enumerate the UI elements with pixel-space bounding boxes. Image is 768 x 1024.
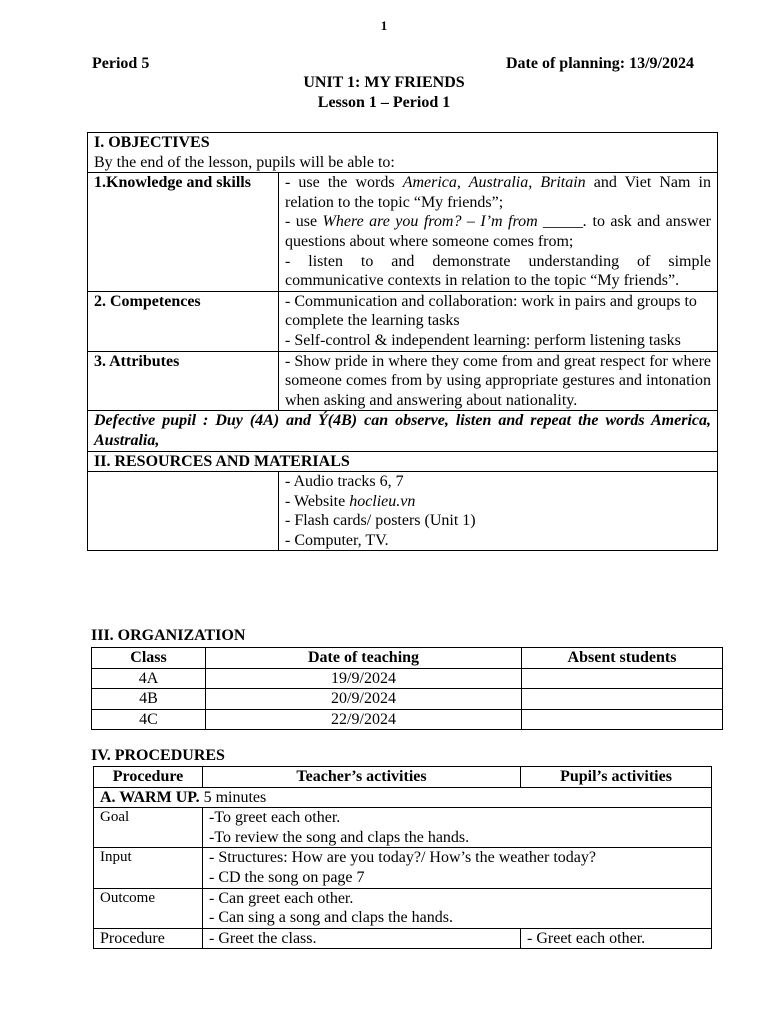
col-procedure: Procedure [94,767,203,788]
class-cell: 4A [92,668,206,689]
words-italic: America, Australia, Britain [402,174,586,192]
date-cell: 22/9/2024 [206,709,522,730]
defective-pupil-row [88,411,718,451]
resource-item [285,492,711,512]
class-cell: 4C [92,709,206,730]
procedures-heading: IV. PROCEDURES [91,747,225,764]
absent-cell [522,689,723,710]
resources-heading: II. RESOURCES AND MATERIALS [88,451,718,472]
knowledge-line-3: - listen to and demonstrate understanding of simple communicative contexts in relation to the topic “My friends”. [285,252,711,290]
outcome-row [94,888,712,928]
objectives-heading-row [88,133,718,173]
warmup-title [94,787,712,808]
resources-heading-row [88,451,718,472]
date-cell: 20/9/2024 [206,689,522,710]
text: - Website [285,492,350,510]
date-cell: 19/9/2024 [206,668,522,689]
resources-empty-cell [88,472,279,551]
attributes-row [88,351,718,411]
table-row [92,709,723,730]
objectives-intro: By the end of the lesson, pupils will be able to: [94,153,395,171]
competences-content [279,291,718,351]
warmup-row [94,787,712,808]
knowledge-line-1 [285,173,711,212]
goal-row [94,808,712,848]
text: and Viet Nam in relation to the topic “My friends”; [285,174,712,211]
input-row [94,848,712,888]
outcome-line: - Can greet each other. [209,889,354,907]
input-content [203,848,712,888]
col-class: Class [92,648,206,669]
text: - use [285,213,323,231]
competences-label: 2. Competences [88,291,279,351]
attributes-content: - Show pride in where they come from and great respect for where someone comes from by using appropriate gestures and intonation when asking and answering about nationality. [279,351,718,411]
objectives-table [87,132,718,551]
goal-line: -To greet each other. [209,809,341,827]
competences-line-1: - Communication and collaboration: work in pairs and groups to complete the learning tasks [285,292,697,330]
input-label: Input [94,848,203,888]
period-label: Period 5 [92,55,150,72]
table-row [92,689,723,710]
unit-title: UNIT 1: MY FRIENDS [303,74,465,91]
date-of-planning: Date of planning: 13/9/2024 [505,55,694,72]
goal-line: -To review the song and claps the hands. [209,828,470,846]
page-number: 1 [380,18,388,33]
resource-item: - Computer, TV. [285,531,389,549]
outcome-label: Outcome [94,888,203,928]
knowledge-line-2 [285,212,711,251]
attributes-label: 3. Attributes [88,351,279,411]
text: - use the words [285,174,403,192]
absent-cell [522,668,723,689]
procedure-row [94,928,712,949]
outcome-line: - Can sing a song and claps the hands. [209,909,453,927]
organization-heading: III. ORGANIZATION [91,627,246,644]
outcome-content [203,888,712,928]
structure-italic: Where are you from? – I’m from _____. [322,213,588,231]
procedure-label: Procedure [94,928,203,949]
competences-row [88,291,718,351]
organization-table [91,647,723,730]
col-teacher-activities: Teacher’s activities [203,767,521,788]
resources-content [279,472,718,551]
warmup-time: 5 minutes [199,788,267,806]
knowledge-content [279,173,718,292]
col-absent-students: Absent students [522,648,723,669]
resource-item: - Audio tracks 6, 7 [285,473,404,491]
col-pupil-activities: Pupil’s activities [521,767,712,788]
procedures-table [93,766,712,949]
procedures-header-row [94,767,712,788]
warmup-label: A. WARM UP. [100,788,200,806]
input-line: - Structures: How are you today?/ How’s the weather today? [209,849,596,867]
pupil-activity: - Greet each other. [521,928,712,949]
competences-line-2: - Self-control & independent learning: perform listening tasks [285,331,681,349]
knowledge-label: 1.Knowledge and skills [88,173,279,292]
teacher-activity: - Greet the class. [203,928,521,949]
class-cell: 4B [92,689,206,710]
col-date-of-teaching: Date of teaching [206,648,522,669]
knowledge-row [88,173,718,292]
organization-header-row [92,648,723,669]
lesson-title: Lesson 1 – Period 1 [317,94,451,111]
text: to ask and answer questions about where someone comes from; [285,213,711,250]
objectives-heading: I. OBJECTIVES [94,134,210,151]
input-line: - CD the song on page 7 [209,868,365,886]
absent-cell [522,709,723,730]
table-row [92,668,723,689]
resources-row [88,472,718,551]
defective-pupil-note: Defective pupil : Duy (4A) and Ý(4B) can observe, listen and repeat the words America, Australia, [88,411,718,451]
goal-label: Goal [94,808,203,848]
resource-item: - Flash cards/ posters (Unit 1) [285,512,476,530]
website-link: hoclieu.vn [349,492,416,510]
goal-content [203,808,712,848]
